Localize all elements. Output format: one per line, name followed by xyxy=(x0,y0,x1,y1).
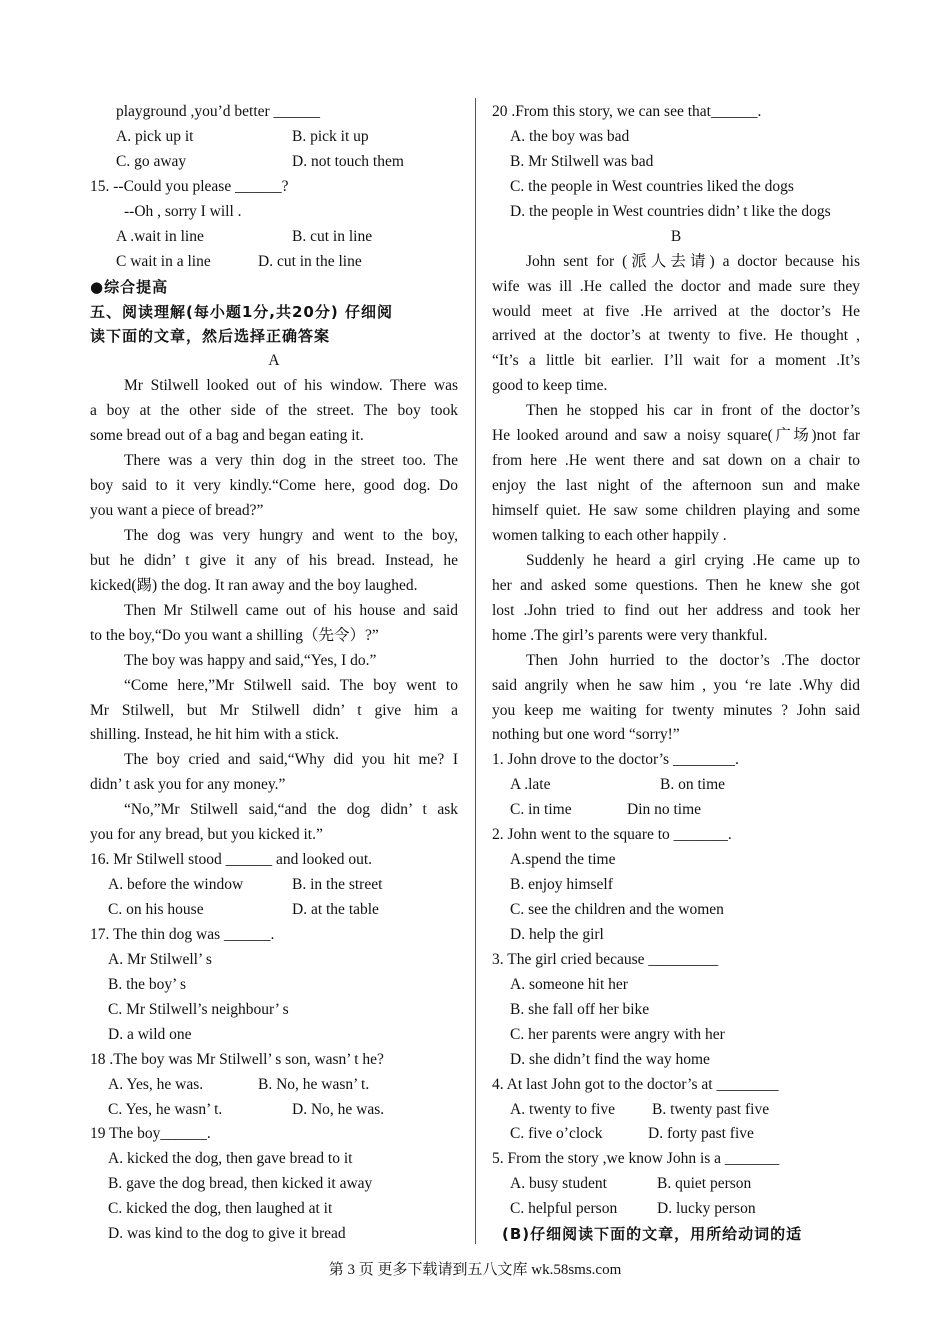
passage-line: The boy was happy and said,“Yes, I do.” xyxy=(124,651,377,669)
text-line: --Oh , sorry I will . xyxy=(124,202,242,220)
option-row: C. five o’clock D. forty past five xyxy=(510,1125,754,1143)
passage-line: The boy cried and said,“Why did you hit me? I xyxy=(124,751,458,769)
left-column xyxy=(90,100,458,1247)
option: A.spend the time xyxy=(510,851,616,869)
passage-line: The dog was very hungry and went to the boy, xyxy=(124,526,458,544)
section-heading: ●综合提高 xyxy=(90,277,169,296)
option: C. Mr Stilwell’s neighbour’ s xyxy=(108,1000,289,1018)
page-footer: 第 3 页 更多下载请到五八文库 wk.58sms.com xyxy=(328,1262,622,1278)
passage-line: himself quiet. He saw some children playing and some xyxy=(492,502,860,519)
passage-line: to the boy,“Do you want a shilling（先令）?” xyxy=(90,626,379,644)
section-instruction: 读下面的文章，然后选择正确答案 xyxy=(90,327,331,346)
passage-line: “Come here,”Mr Stilwell said. The boy went to xyxy=(124,676,458,694)
option-row: C. on his house D. at the table xyxy=(108,901,379,918)
option: D. was kind to the dog to give it bread xyxy=(108,1225,346,1243)
option: B. she fall off her bike xyxy=(510,1000,650,1018)
option: D. help the girl xyxy=(510,925,604,943)
section-instruction: (B)仔细阅读下面的文章，用所给动词的适 xyxy=(502,1225,803,1244)
passage-line: nothing but one word “sorry!” xyxy=(492,726,680,744)
option-row: A. busy student B. quiet person xyxy=(510,1175,752,1193)
passage-line: women talking to each other happily . xyxy=(492,526,727,544)
option: C. kicked the dog, then laughed at it xyxy=(108,1200,333,1218)
option: A. someone hit her xyxy=(510,975,628,993)
option: B. gave the dog bread, then kicked it away xyxy=(108,1175,373,1193)
option-row: A. twenty to five B. twenty past five xyxy=(510,1100,770,1118)
passage-line: you want a piece of bread?” xyxy=(90,502,264,519)
passage-line: from here .He went there and sat down on a chair to xyxy=(492,452,860,470)
option-row: C wait in a line D. cut in the line xyxy=(116,252,362,270)
option: C. her parents were angry with her xyxy=(510,1025,725,1043)
passage-line: “It’s a little bit earlier. I’ll wait for a moment .It’s xyxy=(492,352,860,370)
option-row: A. Yes, he was. B. No, he wasn’ t. xyxy=(108,1075,370,1093)
passage-line: Suddenly he heard a girl crying .He came up to xyxy=(526,551,860,569)
option: B. the boy’ s xyxy=(108,975,187,993)
question-19: 19 The boy______. xyxy=(90,1125,211,1143)
option: D. a wild one xyxy=(108,1025,192,1043)
question-17: 17. The thin dog was ______. xyxy=(90,925,275,943)
option: A. the boy was bad xyxy=(510,127,630,145)
question-15: 15. --Could you please ______? xyxy=(90,177,289,195)
option: B. enjoy himself xyxy=(510,876,613,894)
question-3: 3. The girl cried because _________ xyxy=(492,950,719,968)
question-4: 4. At last John got to the doctor’s at ________ xyxy=(492,1075,779,1093)
passage-line: said angrily when he saw him , you ‘re late .Why did xyxy=(492,676,860,694)
passage-line: There was a very thin dog in the street too. The xyxy=(124,452,458,470)
passage-title: B xyxy=(670,227,682,245)
option-row: A .late B. on time xyxy=(510,776,726,794)
option: D. the people in West countries didn’ t like the dogs xyxy=(510,202,831,220)
passage-line: John sent for (派人去请) a doctor because his xyxy=(526,252,860,270)
option: C. see the children and the women xyxy=(510,901,724,918)
option-row: A. before the window B. in the street xyxy=(108,876,383,894)
passage-line: Mr Stilwell looked out of his window. There was xyxy=(124,377,458,395)
passage-line: enjoy the last night of the afternoon sun and make xyxy=(492,477,860,495)
passage-line: a boy at the other side of the street. The boy took xyxy=(90,402,458,420)
option: A. Mr Stilwell’ s xyxy=(108,950,212,968)
passage-line: “No,”Mr Stilwell said,“and the dog didn’ t ask xyxy=(124,801,458,819)
option-row: C. Yes, he wasn’ t. D. No, he was. xyxy=(108,1100,385,1118)
passage-title: A xyxy=(268,352,280,370)
question-5: 5. From the story ,we know John is a _______ xyxy=(492,1150,780,1168)
passage-line: arrived at the doctor’s at twenty to five. He thought , xyxy=(492,327,860,345)
section-instruction: 五、阅读理解(每小题1分,共20分) 仔细阅 xyxy=(90,302,393,321)
passage-line: shilling. Instead, he hit him with a stick. xyxy=(90,726,339,744)
text-line: playground ,you’d better ______ xyxy=(116,103,321,120)
question-2: 2. John went to the square to _______. xyxy=(492,826,732,844)
passage-line: would meet at five .He arrived at the doctor’s He xyxy=(492,302,860,320)
option: D. she didn’t find the way home xyxy=(510,1050,710,1068)
passage-line: lost .John tried to find out her address and took her xyxy=(492,601,860,619)
option-row: C. in time Din no time xyxy=(510,801,702,819)
passage-line: good to keep time. xyxy=(492,377,608,395)
option-row: A .wait in line B. cut in line xyxy=(116,227,373,245)
question-1: 1. John drove to the doctor’s ________. xyxy=(492,751,739,769)
passage-line: Then Mr Stilwell came out of his house and said xyxy=(124,601,458,619)
option-row: A. pick up it B. pick it up xyxy=(116,127,369,145)
right-column xyxy=(492,100,860,1247)
passage-line: you keep me waiting for twenty minutes ? John said xyxy=(492,701,860,719)
question-18: 18 .The boy was Mr Stilwell’ s son, wasn’ t he? xyxy=(90,1050,384,1068)
passage-line: boy said to it very kindly.“Come here, good dog. Do xyxy=(90,477,458,495)
passage-line: Then John hurried to the doctor’s .The doctor xyxy=(526,651,860,669)
option: A. kicked the dog, then gave bread to it xyxy=(108,1150,353,1168)
option: C. the people in West countries liked the dogs xyxy=(510,177,794,195)
column-divider xyxy=(475,98,476,1244)
passage-line: wife was ill .He called the doctor and made sure they xyxy=(492,277,860,295)
passage-line: He looked around and saw a noisy square(广场)not far xyxy=(492,427,860,445)
question-16: 16. Mr Stilwell stood ______ and looked out. xyxy=(90,851,373,869)
question-20: 20 .From this story, we can see that______. xyxy=(492,103,762,120)
option-row: C. helpful person D. lucky person xyxy=(510,1200,756,1218)
passage-line: some bread out of a bag and began eating it. xyxy=(90,427,364,445)
passage-line: Then he stopped his car in front of the doctor’s xyxy=(526,402,860,420)
passage-line: but he didn’ t give it any of his bread. Instead, he xyxy=(90,551,458,569)
option-row: C. go away D. not touch them xyxy=(116,152,404,170)
passage-line: her and asked some questions. Then he knew she got xyxy=(492,576,860,594)
passage-line: kicked(踢) the dog. It ran away and the boy laughed. xyxy=(90,576,418,594)
passage-line: Mr Stilwell, but Mr Stilwell didn’ t give him a xyxy=(90,701,458,719)
passage-line: home .The girl’s parents were very thankful. xyxy=(492,626,768,644)
passage-line: you for any bread, but you kicked it.” xyxy=(90,826,323,844)
option: B. Mr Stilwell was bad xyxy=(510,152,654,170)
passage-line: didn’ t ask you for any money.” xyxy=(90,776,286,794)
